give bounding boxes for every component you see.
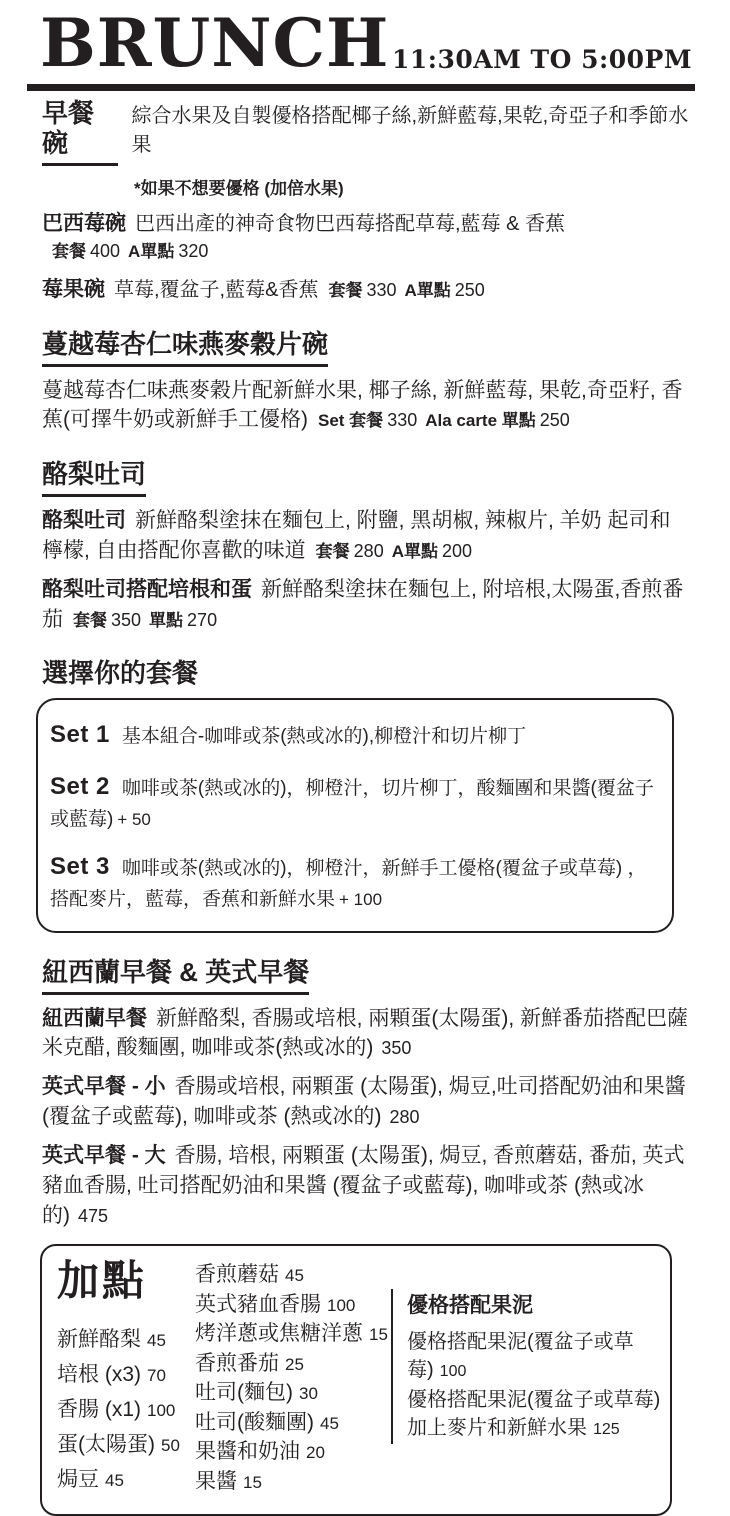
section-heading-big-breakfast: 紐西蘭早餐 & 英式早餐 [42, 958, 309, 995]
item-name: 英式早餐 - 大 [42, 1143, 166, 1167]
addon-price: 45 [285, 1266, 304, 1286]
item-name: 英式早餐 - 小 [42, 1075, 166, 1099]
addon-item [57, 1358, 195, 1393]
set-option-2 [50, 768, 656, 835]
addon-price: 100 [327, 1295, 356, 1315]
item-name: 酪梨吐司 [42, 509, 126, 533]
section-heading-breakfast-bowl: 早餐碗 [42, 99, 118, 166]
item-name: 紐西蘭早餐 [42, 1006, 147, 1030]
set-label: Set 3 [50, 853, 110, 881]
price-value: 320 [178, 241, 209, 262]
addon-price: 100 [147, 1400, 176, 1420]
price-value: 270 [187, 609, 218, 630]
price-label: A單點 [391, 542, 438, 561]
addon-item [195, 1438, 391, 1468]
set-option-1 [50, 716, 656, 753]
price-value: 250 [539, 410, 570, 431]
addon-name: 新鮮酪梨 [57, 1327, 141, 1351]
addon-name: 果醬 [195, 1469, 237, 1493]
price-label: 套餐 [315, 542, 350, 561]
addon-price: 70 [147, 1365, 166, 1385]
addon-name: 香煎番茄 [195, 1351, 279, 1375]
set-surcharge: + 100 [339, 890, 383, 910]
price-value: 330 [387, 410, 418, 431]
breakfast-bowl-head-row [42, 99, 690, 166]
addon-name: 優格搭配果泥(覆盆子或草莓) [407, 1331, 634, 1382]
addon-price: 50 [161, 1435, 180, 1455]
addon-price: 100 [439, 1363, 467, 1381]
item-desc: 香腸, 培根, 兩顆蛋 (太陽蛋), 焗豆, 香煎蘑菇, 番茄, 英式豬血香腸, 吐司搭配奶油和果醬 (覆盆子或藍莓), 咖啡或茶 (熱或冰的) [42, 1143, 685, 1227]
addons-column-yogurt [391, 1289, 670, 1444]
price-value: 350 [111, 609, 142, 630]
item-desc: 草莓,覆盆子,藍莓&香蕉 [114, 279, 319, 302]
menu-item-avocado-toast-bacon-egg [42, 575, 690, 635]
price-label: A單點 [128, 242, 175, 262]
item-price-set [52, 240, 216, 262]
yogurt-item [407, 1386, 670, 1444]
addon-price: 45 [105, 1470, 124, 1490]
item-name: 巴西莓碗 [42, 212, 126, 236]
menu-hours: 11:30AM TO 5:00PM [391, 45, 692, 75]
addon-item [57, 1428, 195, 1463]
addon-price: 45 [320, 1413, 339, 1433]
item-price-set [316, 539, 480, 562]
addon-price: 45 [147, 1330, 166, 1350]
addon-price: 20 [306, 1443, 325, 1463]
price-label: 套餐 [52, 242, 86, 262]
addon-name: 果醬和奶油 [195, 1440, 300, 1464]
addon-item [57, 1323, 195, 1358]
addon-price: 25 [285, 1354, 304, 1374]
addon-item [57, 1463, 195, 1498]
menu-item-english-breakfast-small [42, 1072, 690, 1132]
addon-price: 30 [299, 1384, 318, 1404]
item-desc: 新鮮酪梨塗抹在麵包上, 附培根,太陽蛋,香煎番茄 [42, 577, 684, 631]
item-desc: 香腸或培根, 兩顆蛋 (太陽蛋), 焗豆,吐司搭配奶油和果醬 (覆盆子或藍莓), 咖啡或茶 (熱或冰的) [42, 1075, 686, 1129]
price-label: 套餐 [73, 610, 107, 630]
addons-column-1 [57, 1256, 195, 1497]
section-heading-avocado-toast: 酪梨吐司 [42, 460, 146, 497]
addon-name: 香煎蘑菇 [195, 1263, 279, 1287]
item-desc: 新鮮酪梨塗抹在麵包上, 附鹽, 黑胡椒, 辣椒片, 羊奶 起司和檸檬, 自由搭配你喜歡的味道 [42, 509, 671, 562]
menu-item-acai-bowl [42, 210, 690, 265]
breakfast-bowl-note: *如果不想要優格 (加倍水果) [134, 179, 344, 199]
item-price-set [318, 408, 578, 431]
addon-name: 優格搭配果泥(覆盆子或草莓)加上麥片和新鮮水果 [407, 1389, 661, 1440]
price-value: 280 [353, 541, 384, 561]
price-value: 200 [442, 541, 473, 561]
addon-item [195, 1379, 391, 1409]
price-value: 250 [454, 280, 485, 301]
section-breakfast-bowl [42, 99, 690, 304]
item-name: 莓果碗 [42, 278, 105, 302]
addons-box [40, 1244, 672, 1515]
item-desc: 巴西出產的神奇食物巴西莓搭配草莓,藍莓 & 香蕉 [135, 213, 566, 236]
item-price-set [328, 279, 492, 301]
menu-item-berry-bowl [42, 276, 690, 304]
menu-title: BRUNCH [40, 4, 390, 82]
section-big-breakfast [42, 958, 690, 1231]
granola-bowl-description [42, 376, 690, 436]
addon-name: 烤洋蔥或焦糖洋蔥 [195, 1322, 363, 1346]
item-desc: 新鮮酪梨, 香腸或培根, 兩顆蛋(太陽蛋), 新鮮番茄搭配巴薩米克醋, 酸麵團, 咖啡或茶(熱或冰的) [42, 1006, 688, 1060]
header-rule [27, 84, 695, 91]
price-label: A單點 [404, 281, 451, 301]
addon-price: 15 [243, 1472, 262, 1492]
set-label: Set 2 [50, 772, 110, 800]
menu-item-avocado-toast [42, 506, 690, 566]
set-options-box [36, 698, 674, 932]
menu-item-english-breakfast-large [42, 1141, 690, 1230]
yogurt-item [407, 1328, 670, 1386]
price-label: Ala carte 單點 [425, 411, 536, 431]
set-desc: 基本組合-咖啡或茶(熱或冰的),柳橙汁和切片柳丁 [121, 726, 527, 748]
section-choose-your-set [42, 659, 690, 932]
menu-item-nz-breakfast [42, 1004, 690, 1064]
addons-column-2 [195, 1256, 391, 1497]
price-value: 400 [90, 241, 121, 262]
addon-name: 英式豬血香腸 [195, 1292, 321, 1316]
breakfast-bowl-description: 綜合水果及自製優格搭配椰子絲,新鮮藍莓,果乾,奇亞子和季節水果 [131, 105, 689, 157]
addon-item [195, 1409, 391, 1439]
price-label: Set 套餐 [318, 411, 384, 431]
menu-header [0, 0, 730, 82]
addon-name: 培根 (x3) [57, 1362, 141, 1386]
item-price: 280 [389, 1107, 420, 1128]
addon-name: 香腸 (x1) [57, 1397, 141, 1421]
price-label: 單點 [149, 610, 184, 630]
addon-item [195, 1320, 391, 1350]
addon-price: 15 [369, 1325, 388, 1345]
item-price: 350 [381, 1038, 412, 1059]
addon-name: 吐司(酸麵團) [195, 1410, 314, 1434]
section-heading-granola-bowl: 蔓越莓杏仁味燕麥穀片碗 [42, 330, 328, 367]
addon-item [195, 1350, 391, 1380]
item-price-set [73, 608, 225, 631]
section-heading-choose-your-set: 選擇你的套餐 [42, 658, 199, 689]
addon-item [195, 1291, 391, 1321]
price-label: 套餐 [328, 281, 363, 301]
item-name: 酪梨吐司搭配培根和蛋 [42, 577, 252, 601]
addons-title: 加點 [57, 1257, 148, 1305]
section-avocado-toast [42, 460, 690, 634]
addon-price: 125 [593, 1421, 620, 1439]
item-desc: 蔓越莓杏仁味燕麥穀片配新鮮水果, 椰子絲, 新鮮藍莓, 果乾,奇亞籽, 香蕉(可擇牛奶或新鮮手工優格) [42, 378, 683, 432]
addon-item [57, 1393, 195, 1428]
addon-name: 焗豆 [57, 1467, 99, 1491]
addon-name: 吐司(麵包) [195, 1381, 293, 1405]
item-price: 475 [78, 1205, 109, 1226]
set-label: Set 1 [50, 721, 110, 749]
section-granola-bowl [42, 330, 690, 436]
set-desc: 咖啡或茶(熱或冰的)，柳橙汁，切片柳丁，酸麵團和果醬(覆盆子或藍莓) [50, 777, 654, 830]
price-value: 330 [366, 280, 397, 301]
menu-content [0, 99, 730, 1515]
set-option-3 [50, 848, 656, 915]
addon-item [195, 1468, 391, 1498]
set-desc: 咖啡或茶(熱或冰的)，柳橙汁，新鮮手工優格(覆盆子或草莓) ，搭配麥片，藍莓，香蕉和新鮮水果 [50, 858, 647, 911]
addon-name: 蛋(太陽蛋) [57, 1432, 155, 1456]
set-surcharge: + 50 [117, 809, 151, 829]
yogurt-section-heading: 優格搭配果泥 [407, 1294, 533, 1318]
addon-item [195, 1261, 391, 1291]
